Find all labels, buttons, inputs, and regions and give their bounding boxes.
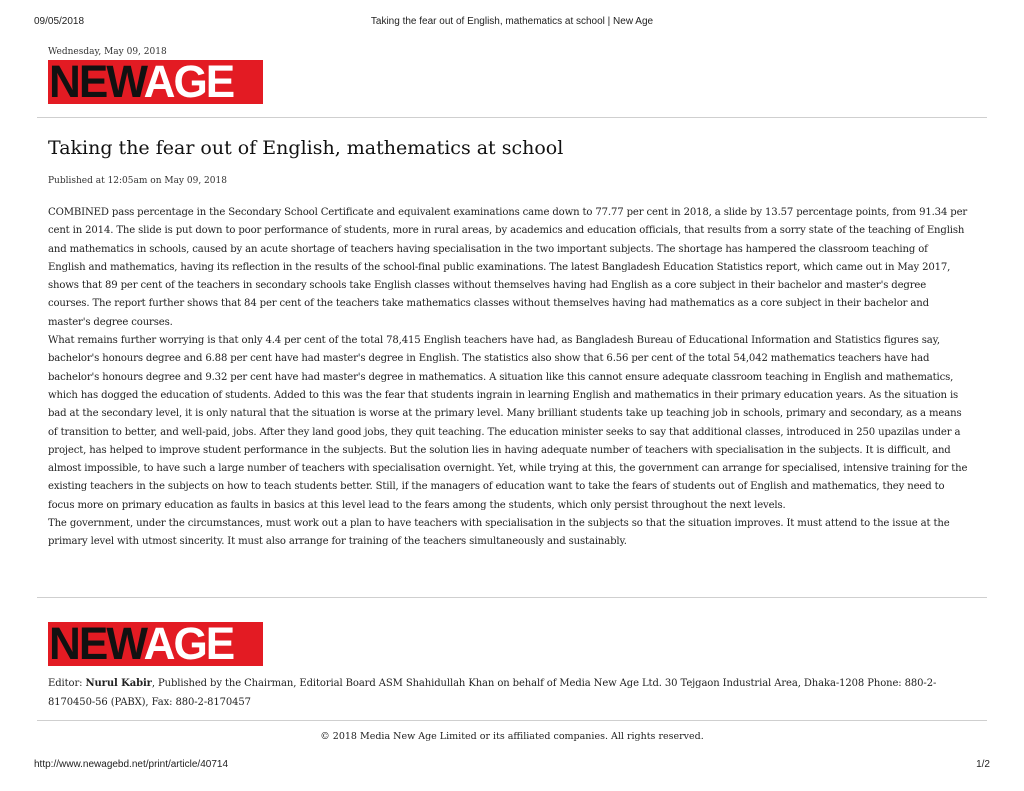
header-divider	[37, 117, 987, 118]
article-headline: Taking the fear out of English, mathematics at school	[48, 137, 564, 159]
editor-name: Nurul Kabir	[85, 678, 152, 689]
copyright-divider	[37, 720, 987, 721]
editorial-info	[48, 675, 968, 712]
article-paragraph: What remains further worrying is that only 4.4 per cent of the total 78,415 English teachers have had, as Bangladesh Bureau of Educational Information and Statistics figures say, bachelor's honours degree and 6.88 per cent have had master's degree in English. The statistics also show that 6.56 per cent of the total 54,042 mathematics teachers have had bachelor's honours degree and 9.32 per cent have had master's degree in mathematics. A situation like this cannot ensure adequate classroom teaching in English and mathematics, which has dogged the education of students. Added to this was the fear that students ingrain in learning English and mathematics in their primary education years. As the situation is bad at the secondary level, it is only natural that the situation is worse at the primary level. Many brilliant students take up teaching job in schools, primary and secondary, as a means of transition to better, and well-paid, jobs. After they land good jobs, they quit teaching. The education minister seeks to say that additional classes, introduced in 250 upazilas under a project, has helped to improve student performance in the subjects. But the solution lies in having adequate number of teachers with specialisation in the subjects. It is difficult, and almost impossible, to have such a large number of teachers with specialisation overnight. Yet, while trying at this, the government can arrange for specialised, intensive training for the existing teachers in the subjects on how to teach students better. Still, if the managers of education want to take the fears of students out of English and mathematics, they need to focus more on primary education as faults in basics at this level lead to the fears among the students, which only persist throughout the next levels.	[48, 335, 968, 511]
logo-new-text: NEW	[48, 622, 144, 666]
article-body	[48, 204, 968, 552]
editor-label: Editor:	[48, 678, 86, 689]
copyright-notice: © 2018 Media New Age Limited or its affiliated companies. All rights reserved.	[320, 731, 704, 742]
dateline: Wednesday, May 09, 2018	[48, 47, 167, 57]
logo-age-text: AGE	[143, 622, 234, 666]
footer-divider	[37, 597, 987, 598]
article-paragraph: COMBINED pass percentage in the Secondary School Certificate and equivalent examinations came down to 77.77 per cent in 2018, a slide by 13.57 percentage points, from 91.34 per cent in 2014. The slide is put down to poor performance of students, more in rural areas, by academics and education officials, that results from a sorry state of the teaching of English and mathematics in schools, caused by an acute shortage of teachers having specialisation in the two important subjects. The shortage has hampered the classroom teaching of English and mathematics, having its reflection in the results of the school-final public examinations. The latest Bangladesh Education Statistics report, which came out in May 2017, shows that 89 per cent of the teachers in secondary schools take English classes without themselves having had English as a core subject in their bachelor and master's degree courses. The report further shows that 84 per cent of the teachers take mathematics classes without themselves having had mathematics as a core subject in their bachelor and master's degree courses.	[48, 207, 968, 328]
publisher-details: , Published by the Chairman, Editorial Board ASM Shahidullah Khan on behalf of Media New Age Ltd. 30 Tejgaon Industrial Area, Dhaka-1208 Phone: 880-2-8170450-56 (PABX), Fax: 880-2-8170457	[48, 678, 937, 708]
article-paragraph: The government, under the circumstances, must work out a plan to have teachers with specialisation in the subjects so that the situation improves. It must attend to the issue at the primary level with utmost sincerity. It must also arrange for training of the teachers simultaneously and sustainably.	[48, 518, 950, 548]
published-timestamp: Published at 12:05am on May 09, 2018	[48, 176, 227, 186]
print-date: 09/05/2018	[34, 16, 85, 27]
print-url[interactable]: http://www.newagebd.net/print/article/40714	[34, 759, 229, 770]
print-header	[34, 16, 990, 30]
newage-logo[interactable]	[48, 60, 263, 104]
logo-age-text: AGE	[143, 60, 234, 104]
print-title: Taking the fear out of English, mathematics at school | New Age	[370, 16, 654, 27]
newage-footer-logo[interactable]	[48, 622, 263, 666]
page-number: 1/2	[976, 759, 990, 770]
print-footer	[34, 759, 990, 773]
logo-new-text: NEW	[48, 60, 144, 104]
